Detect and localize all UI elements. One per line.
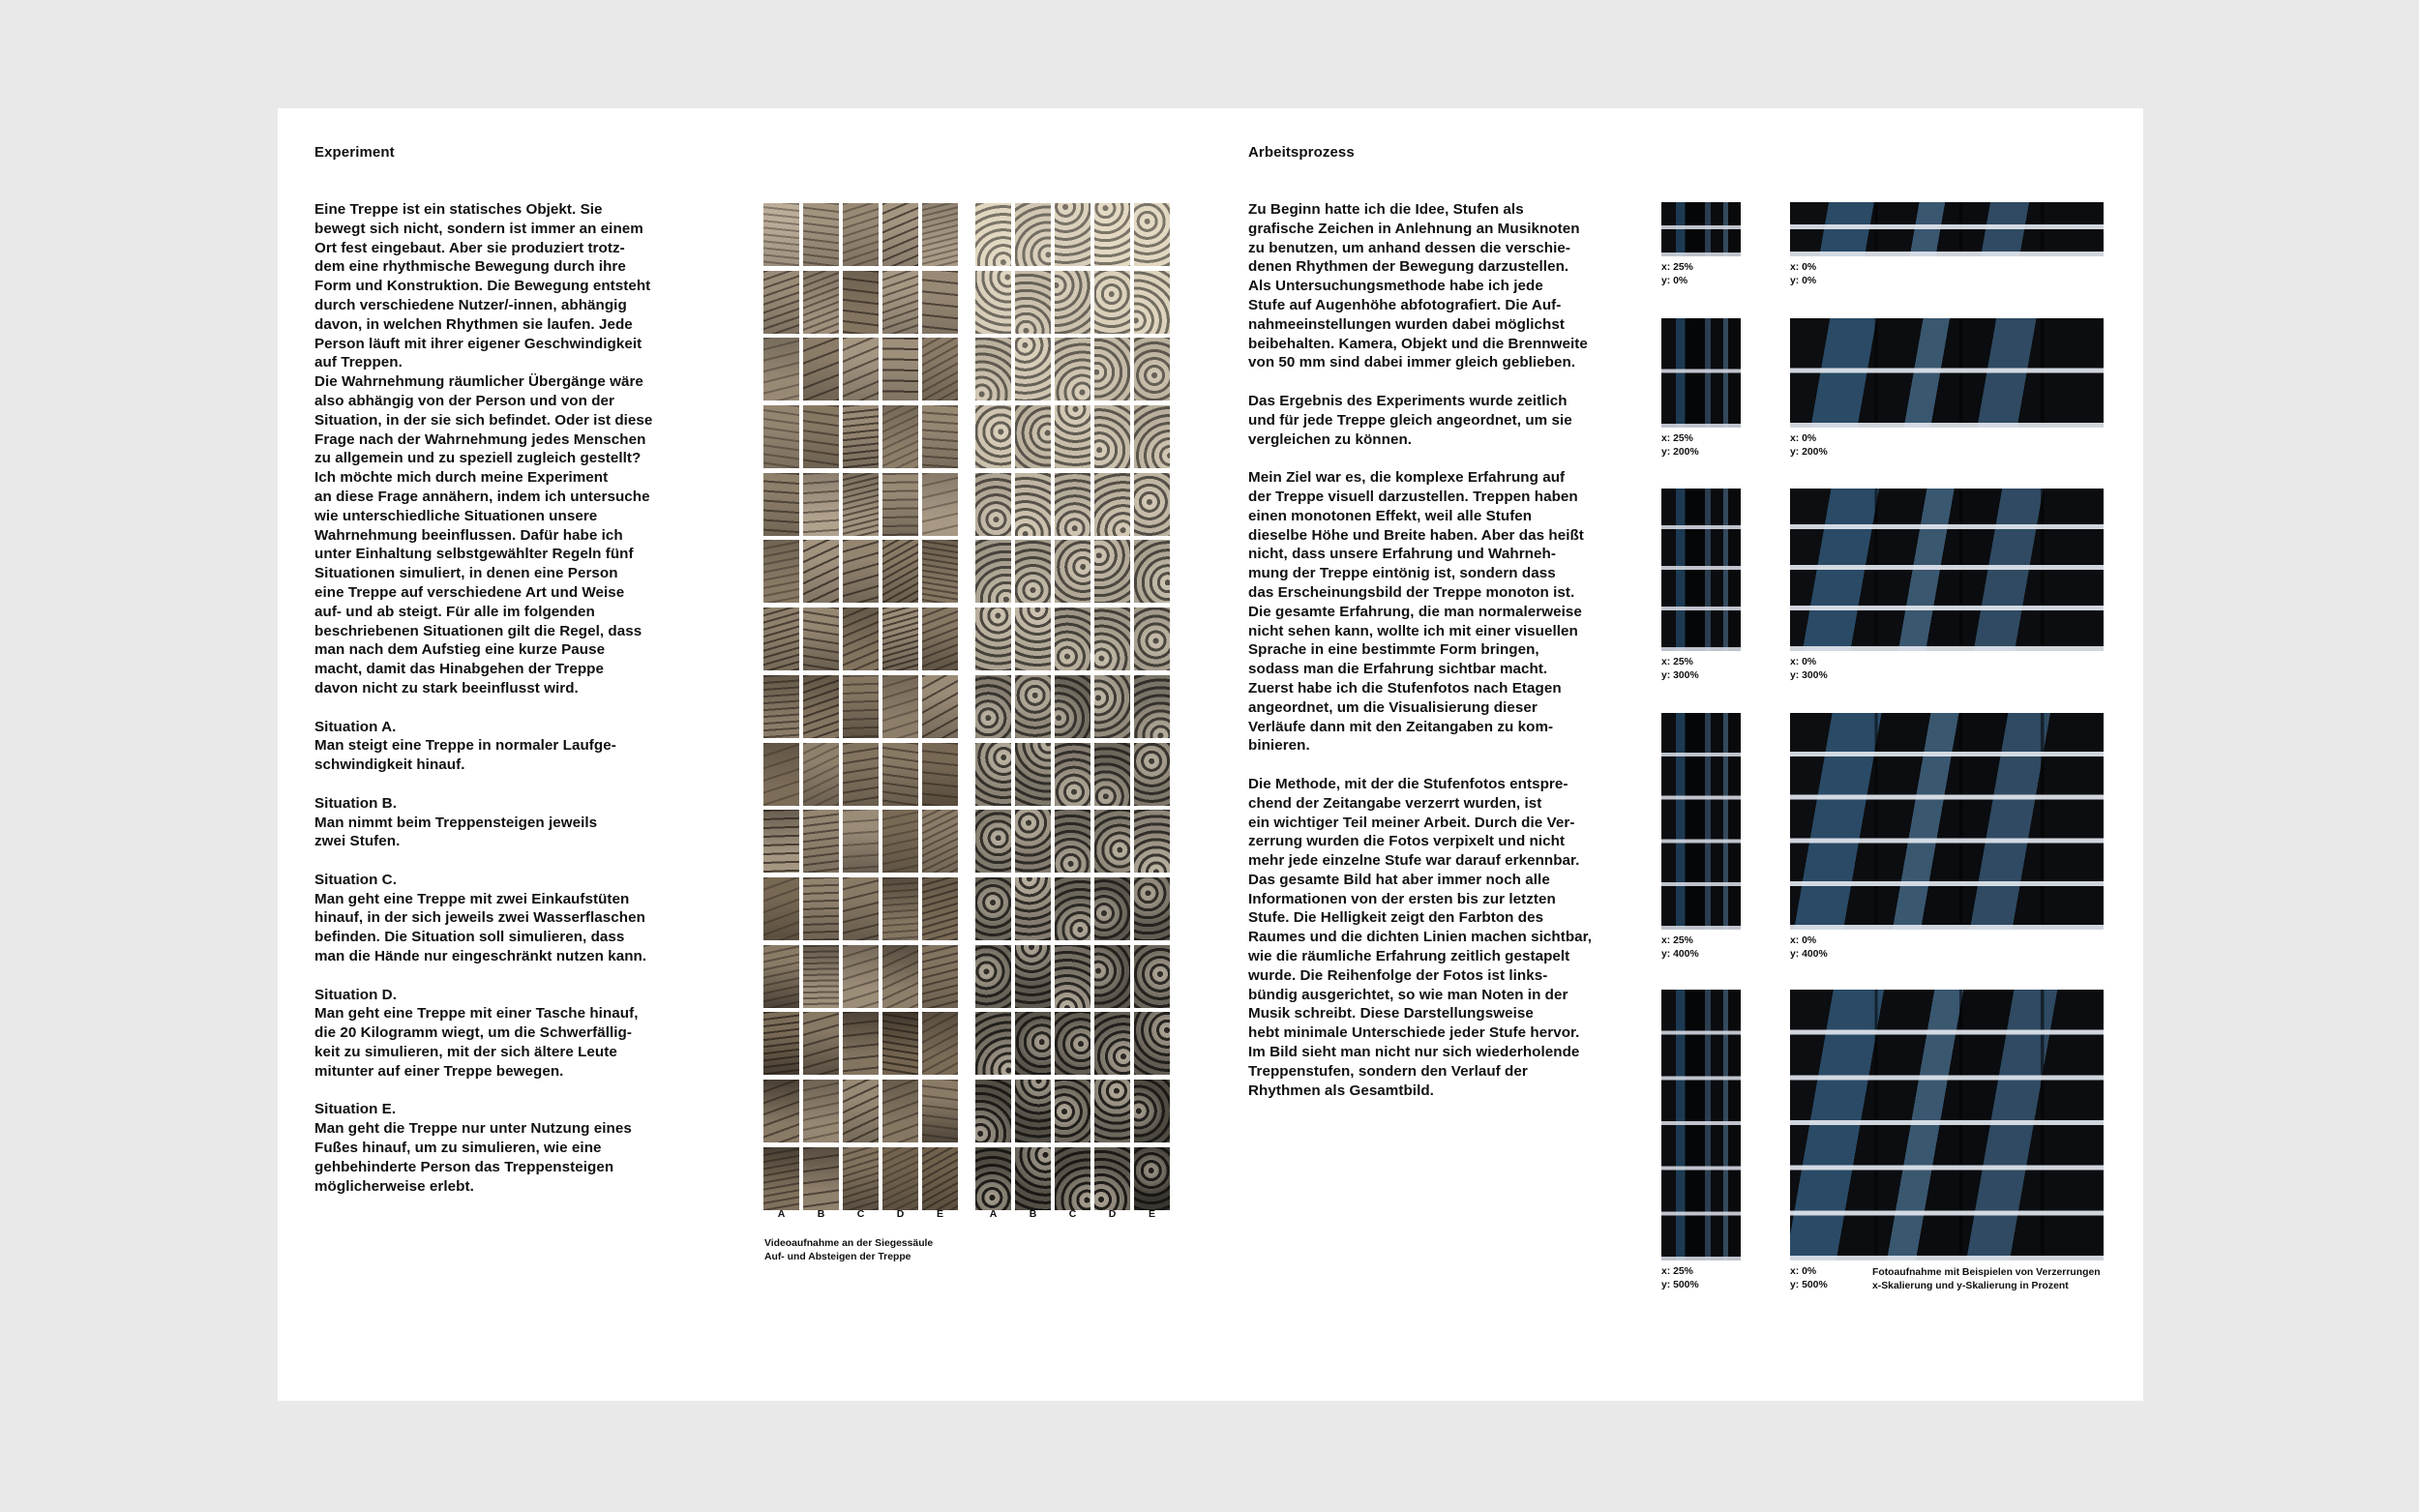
column-label: A bbox=[989, 1208, 998, 1220]
stair-frame-thumbnail bbox=[1015, 608, 1051, 670]
stair-frame-thumbnail bbox=[922, 608, 958, 670]
stair-frame-thumbnail bbox=[803, 1080, 839, 1142]
stair-frame-thumbnail bbox=[1015, 1147, 1051, 1210]
stair-frame-thumbnail bbox=[803, 338, 839, 400]
stair-frame-thumbnail bbox=[763, 203, 799, 266]
stair-frame-thumbnail bbox=[922, 540, 958, 603]
stair-frame-thumbnail bbox=[763, 1012, 799, 1075]
stair-frame-thumbnail bbox=[843, 608, 879, 670]
stair-frame-thumbnail bbox=[1055, 473, 1090, 536]
stair-frame-thumbnail bbox=[1134, 540, 1170, 603]
arbeitsprozess-body-text: Zu Beginn hatte ich die Idee, Stufen als grafische Zeichen in Anlehnung an Musiknoten zu benutzen, um anhand dessen die verschie- denen Rhythmen der Bewegung darzustellen. Als Untersuchungsmethode habe ich jede Stufe auf Augenhöhe abfotografiert. Die Auf- nahmeeinstellungen wurden dabei möglichst beibehalten. Kamera, Objekt und die Brennweite von 50 mm sind dabei immer gleich geblieben. Das Ergebnis des Experiments wurde zeitlich und für jede Treppe gleich angeordnet, um sie vergleichen zu können. Mein Ziel war es, die komplexe Erfahrung auf der Treppe visuell darzustellen. Treppen haben einen monotonen Effekt, weil alle Stufen dieselbe Höhe und Breite haben. Aber das heißt nicht, dass unsere Erfahrung und Wahrneh- mung der Treppe eintönig ist, sondern dass das Erscheinungsbild der Treppe monoton ist. Die gesamte Erfahrung, die man normalerweise nicht sehen kann, wollte ich mit einer visuellen Sprache in eine bestimmte Form bringen, sodass man die Erfahrung sichtbar macht. Zuerst habe ich die Stufenfotos nach Etagen angeordnet, um die Visualisierung dieser Verläufe dann mit den Zeitangaben zu kom- binieren. Die Methode, mit der die Stufenfotos entspre- chend der Zeitangabe verzerrt wurden, ist ein wichtiger Teil meiner Arbeit. Durch die Ver- zerrung wurden die Fotos verpixelt und nicht mehr jede einzelne Stufe war darauf erkennbar. Das gesamte Bild hat aber immer noch alle Informationen von der ersten bis zur letzten Stufe. Die Helligkeit zeigt den Farbton des Raumes und die dichten Linien machen sichtbar, wie die räumliche Erfahrung zeitlich gestapelt wurde. Die Reihenfolge der Fotos ist links- bündig ausgerichtet, so wie man Noten in der Musik schreibt. Diese Darstellungsweise hebt minimale Unterschiede jeder Stufe hervor. Im Bild sieht man nicht nur sich wiederholende Treppenstufen, sondern den Verlauf der Rhythmen als Gesamtbild. bbox=[1248, 201, 1593, 1099]
stair-frame-thumbnail bbox=[882, 877, 918, 940]
stair-frame-thumbnail bbox=[1134, 473, 1170, 536]
stair-frame-thumbnail bbox=[803, 203, 839, 266]
stair-frame-thumbnail bbox=[1134, 1147, 1170, 1210]
arbeitsprozess-heading: Arbeitsprozess bbox=[1248, 144, 1355, 161]
stair-frame-thumbnail bbox=[922, 338, 958, 400]
stair-frame-thumbnail bbox=[975, 1012, 1011, 1075]
stair-frame-thumbnail bbox=[922, 203, 958, 266]
stair-frame-thumbnail bbox=[1094, 1080, 1130, 1142]
stair-frame-thumbnail bbox=[1015, 473, 1051, 536]
stair-frame-thumbnail bbox=[1094, 203, 1130, 266]
stair-frame-thumbnail bbox=[1134, 405, 1170, 468]
stair-frame-thumbnail bbox=[843, 877, 879, 940]
stair-frame-thumbnail bbox=[763, 540, 799, 603]
scale-label-x25: x: 25% y: 400% bbox=[1661, 935, 1699, 960]
stair-frame-thumbnail bbox=[843, 743, 879, 806]
stair-frame-thumbnail bbox=[882, 1080, 918, 1142]
stair-photo-x25 bbox=[1661, 990, 1741, 1260]
stair-frame-thumbnail bbox=[1015, 271, 1051, 334]
stair-frame-thumbnail bbox=[922, 810, 958, 873]
stair-frame-thumbnail bbox=[763, 608, 799, 670]
stair-frame-thumbnail bbox=[1055, 338, 1090, 400]
stair-frame-thumbnail bbox=[975, 877, 1011, 940]
stair-frame-thumbnail bbox=[1094, 675, 1130, 738]
stair-frame-thumbnail bbox=[1094, 877, 1130, 940]
stair-frame-thumbnail bbox=[1055, 1147, 1090, 1210]
stair-frame-thumbnail bbox=[922, 877, 958, 940]
stair-frame-thumbnail bbox=[1055, 945, 1090, 1008]
stair-frame-thumbnail bbox=[1055, 405, 1090, 468]
stair-frame-thumbnail bbox=[803, 540, 839, 603]
stair-frame-thumbnail bbox=[1134, 877, 1170, 940]
stair-frame-thumbnail bbox=[763, 473, 799, 536]
stair-frame-thumbnail bbox=[803, 608, 839, 670]
stair-frame-thumbnail bbox=[763, 743, 799, 806]
stair-frame-thumbnail bbox=[1134, 203, 1170, 266]
stair-frame-thumbnail bbox=[1015, 1012, 1051, 1075]
stair-frame-thumbnail bbox=[1094, 540, 1130, 603]
stair-frame-thumbnail bbox=[1134, 271, 1170, 334]
column-labels-left bbox=[763, 1208, 958, 1220]
stair-frame-thumbnail bbox=[763, 1147, 799, 1210]
stair-frame-thumbnail bbox=[1094, 338, 1130, 400]
column-label: D bbox=[1108, 1208, 1117, 1220]
stair-frame-thumbnail bbox=[882, 743, 918, 806]
stair-frame-thumbnail bbox=[843, 1012, 879, 1075]
stair-frame-thumbnail bbox=[882, 1012, 918, 1075]
stair-frame-thumbnail bbox=[882, 675, 918, 738]
stair-frame-thumbnail bbox=[1134, 1012, 1170, 1075]
column-label: C bbox=[1068, 1208, 1077, 1220]
column-label: D bbox=[896, 1208, 905, 1220]
stair-frame-thumbnail bbox=[803, 810, 839, 873]
experiment-heading: Experiment bbox=[314, 144, 395, 161]
stair-frame-thumbnail bbox=[1134, 743, 1170, 806]
stair-frame-thumbnail bbox=[843, 271, 879, 334]
stair-photo-x25 bbox=[1661, 318, 1741, 428]
scale-label-x25: x: 25% y: 200% bbox=[1661, 433, 1699, 458]
stair-frame-thumbnail bbox=[763, 271, 799, 334]
stair-frame-thumbnail bbox=[975, 1147, 1011, 1210]
stair-frame-thumbnail bbox=[803, 473, 839, 536]
stair-frame-thumbnail bbox=[882, 473, 918, 536]
stair-frame-thumbnail bbox=[922, 945, 958, 1008]
stair-frame-thumbnail bbox=[1015, 675, 1051, 738]
stair-frame-thumbnail bbox=[803, 877, 839, 940]
stair-frame-thumbnail bbox=[975, 271, 1011, 334]
stair-frame-thumbnail bbox=[843, 1080, 879, 1142]
stair-frame-thumbnail bbox=[882, 338, 918, 400]
stair-frame-thumbnail bbox=[1134, 1080, 1170, 1142]
stair-frame-thumbnail bbox=[803, 675, 839, 738]
stair-frame-thumbnail bbox=[1094, 945, 1130, 1008]
stair-frame-thumbnail bbox=[975, 743, 1011, 806]
stair-frame-thumbnail bbox=[975, 608, 1011, 670]
stair-frame-thumbnail bbox=[882, 203, 918, 266]
stair-frame-thumbnail bbox=[803, 743, 839, 806]
column-label: C bbox=[856, 1208, 865, 1220]
stair-frame-thumbnail bbox=[882, 945, 918, 1008]
stair-photo-x25 bbox=[1661, 713, 1741, 930]
stair-frame-thumbnail bbox=[1055, 1012, 1090, 1075]
stair-frame-thumbnail bbox=[803, 1147, 839, 1210]
stair-frame-thumbnail bbox=[1055, 1080, 1090, 1142]
scale-label-x0: x: 0% y: 500% bbox=[1790, 1266, 1828, 1290]
stair-frame-thumbnail bbox=[1134, 338, 1170, 400]
stair-frame-thumbnail bbox=[882, 1147, 918, 1210]
scale-label-x0: x: 0% y: 0% bbox=[1790, 262, 1817, 286]
stair-frame-thumbnail bbox=[1055, 271, 1090, 334]
stair-frame-thumbnail bbox=[843, 810, 879, 873]
stair-frame-thumbnail bbox=[1015, 945, 1051, 1008]
stair-photo-x0 bbox=[1790, 489, 2104, 651]
stair-frame-thumbnail bbox=[922, 1012, 958, 1075]
stair-photo-x25 bbox=[1661, 202, 1741, 256]
column-label: E bbox=[1148, 1208, 1155, 1220]
stair-frame-thumbnail bbox=[882, 405, 918, 468]
stair-photo-x0 bbox=[1790, 713, 2104, 930]
stair-frame-thumbnail bbox=[1094, 405, 1130, 468]
stair-frame-thumbnail bbox=[1015, 1080, 1051, 1142]
column-label: B bbox=[1029, 1208, 1037, 1220]
stair-frame-thumbnail bbox=[1015, 540, 1051, 603]
column-label: A bbox=[777, 1208, 786, 1220]
stair-frame-thumbnail bbox=[1015, 203, 1051, 266]
stair-frame-thumbnail bbox=[803, 405, 839, 468]
stair-frame-thumbnail bbox=[1015, 877, 1051, 940]
scale-label-x0: x: 0% y: 300% bbox=[1790, 657, 1828, 681]
stair-frame-thumbnail bbox=[1094, 608, 1130, 670]
stair-frame-thumbnail bbox=[1015, 743, 1051, 806]
stair-frame-thumbnail bbox=[975, 540, 1011, 603]
stair-frame-thumbnail bbox=[975, 810, 1011, 873]
stair-frame-thumbnail bbox=[803, 1012, 839, 1075]
stair-frame-thumbnail bbox=[843, 540, 879, 603]
stair-frame-thumbnail bbox=[763, 338, 799, 400]
stair-frame-thumbnail bbox=[1055, 810, 1090, 873]
stair-frame-thumbnail bbox=[1015, 405, 1051, 468]
stair-frame-thumbnail bbox=[763, 675, 799, 738]
stair-frame-thumbnail bbox=[763, 1080, 799, 1142]
stair-frame-thumbnail bbox=[763, 810, 799, 873]
stair-frame-thumbnail bbox=[975, 473, 1011, 536]
stair-frame-thumbnail bbox=[1094, 1147, 1130, 1210]
stair-frame-thumbnail bbox=[922, 743, 958, 806]
stair-frame-thumbnail bbox=[1134, 945, 1170, 1008]
stair-frame-thumbnail bbox=[1055, 877, 1090, 940]
column-label: E bbox=[936, 1208, 943, 1220]
stair-photo-x0 bbox=[1790, 990, 2104, 1260]
stair-frame-thumbnail bbox=[922, 473, 958, 536]
stair-frame-thumbnail bbox=[975, 1080, 1011, 1142]
stair-frame-thumbnail bbox=[1055, 743, 1090, 806]
photo-caption: Fotoaufnahme mit Beispielen von Verzerrungen x-Skalierung und y-Skalierung in Prozent bbox=[1872, 1267, 2101, 1291]
stair-frame-thumbnail bbox=[1134, 675, 1170, 738]
stair-video-grid-left bbox=[763, 203, 958, 1210]
stair-frame-thumbnail bbox=[1015, 338, 1051, 400]
stair-frame-thumbnail bbox=[1094, 271, 1130, 334]
stair-frame-thumbnail bbox=[1094, 743, 1130, 806]
stair-frame-thumbnail bbox=[803, 945, 839, 1008]
stair-frame-thumbnail bbox=[763, 877, 799, 940]
experiment-body-text: Eine Treppe ist ein statisches Objekt. Sie bewegt sich nicht, sondern ist immer an einem Ort fest eingebaut. Aber sie produziert trotz- dem eine rhythmische Bewegung durch ihre Form und Konstruktion. Die Bewegung entsteht durch verschiedene Nutzer/-innen, abhängig davon, in welchen Rhythmen sie laufen. Jede Person läuft mit ihrer eigener Geschwindigkeit auf Treppen. Die Wahrnehmung räumlicher Übergänge wäre also abhängig von der Person und von der Situation, in der sie sich befindet. Oder ist diese Frage nach der Wahrnehmung jedes Menschen zu allgemein und zu speziell zugleich gestellt? Ich möchte mich durch meine Experiment an diese Frage annähern, indem ich untersuche wie unterschiedliche Situationen unsere Wahrnehmung beeinflussen. Dafür habe ich unter Einhaltung selbstgewählter Regeln fünf Situationen simuliert, in denen eine Person eine Treppe auf verschiedene Art und Weise auf- und ab steigt. Für alle im folgenden beschriebenen Situationen gilt die Regel, dass man nach dem Aufstieg eine kurze Pause macht, damit das Hinabgehen der Treppe davon nicht zu stark beeinflusst wird. Situation A. Man steigt eine Treppe in normaler Laufge- schwindigkeit hinauf. Situation B. Man nimmt beim Treppensteigen jeweils zwei Stufen. Situation C. Man geht eine Treppe mit zwei Einkaufstüten hinauf, in der sich jeweils zwei Wasserflaschen befinden. Die Situation soll simulieren, dass man die Hände nur eingeschränkt nutzen kann. Situation D. Man geht eine Treppe mit einer Tasche hinauf, die 20 Kilogramm wiegt, um die Schwerfällig- keit zu simulieren, mit der sich ältere Leute mitunter auf einer Treppe bewegen. Situation E. Man geht die Treppe nur unter Nutzung eines Fußes hinauf, um zu simulieren, wie eine gehbehinderte Person das Treppensteigen möglicherweise erlebt. bbox=[314, 201, 653, 1195]
stair-frame-thumbnail bbox=[843, 1147, 879, 1210]
stair-frame-thumbnail bbox=[1055, 675, 1090, 738]
stair-frame-thumbnail bbox=[922, 1147, 958, 1210]
stair-frame-thumbnail bbox=[763, 405, 799, 468]
stair-video-grid-right bbox=[975, 203, 1170, 1210]
stair-frame-thumbnail bbox=[922, 271, 958, 334]
stair-frame-thumbnail bbox=[1094, 810, 1130, 873]
stair-frame-thumbnail bbox=[882, 271, 918, 334]
stair-frame-thumbnail bbox=[882, 810, 918, 873]
stair-frame-thumbnail bbox=[882, 540, 918, 603]
stair-frame-thumbnail bbox=[843, 473, 879, 536]
stair-photo-x0 bbox=[1790, 318, 2104, 428]
stair-photo-x25 bbox=[1661, 489, 1741, 651]
video-caption: Videoaufnahme an der Siegessäule Auf- und Absteigen der Treppe bbox=[764, 1238, 934, 1262]
stair-frame-thumbnail bbox=[1055, 203, 1090, 266]
stair-frame-thumbnail bbox=[843, 338, 879, 400]
stair-frame-thumbnail bbox=[843, 675, 879, 738]
stair-photo-x0 bbox=[1790, 202, 2104, 256]
stair-frame-thumbnail bbox=[843, 405, 879, 468]
stair-frame-thumbnail bbox=[975, 203, 1011, 266]
stair-frame-thumbnail bbox=[882, 608, 918, 670]
stair-frame-thumbnail bbox=[843, 945, 879, 1008]
stair-frame-thumbnail bbox=[975, 338, 1011, 400]
column-label: B bbox=[817, 1208, 825, 1220]
stair-frame-thumbnail bbox=[803, 271, 839, 334]
stair-frame-thumbnail bbox=[975, 405, 1011, 468]
stair-frame-thumbnail bbox=[975, 945, 1011, 1008]
stair-frame-thumbnail bbox=[1134, 608, 1170, 670]
scale-label-x25: x: 25% y: 300% bbox=[1661, 657, 1699, 681]
stair-frame-thumbnail bbox=[1094, 473, 1130, 536]
stair-frame-thumbnail bbox=[1055, 540, 1090, 603]
stair-frame-thumbnail bbox=[1094, 1012, 1130, 1075]
stair-frame-thumbnail bbox=[922, 1080, 958, 1142]
stair-frame-thumbnail bbox=[843, 203, 879, 266]
stair-frame-thumbnail bbox=[1134, 810, 1170, 873]
stair-frame-thumbnail bbox=[1015, 810, 1051, 873]
scale-label-x25: x: 25% y: 500% bbox=[1661, 1266, 1699, 1290]
magazine-spread bbox=[278, 108, 2143, 1401]
scale-label-x25: x: 25% y: 0% bbox=[1661, 262, 1693, 286]
scale-label-x0: x: 0% y: 400% bbox=[1790, 935, 1828, 960]
stair-frame-thumbnail bbox=[1055, 608, 1090, 670]
stair-frame-thumbnail bbox=[922, 675, 958, 738]
column-labels-right bbox=[975, 1208, 1170, 1220]
scale-label-x0: x: 0% y: 200% bbox=[1790, 433, 1828, 458]
stair-frame-thumbnail bbox=[922, 405, 958, 468]
stair-frame-thumbnail bbox=[763, 945, 799, 1008]
stair-frame-thumbnail bbox=[975, 675, 1011, 738]
